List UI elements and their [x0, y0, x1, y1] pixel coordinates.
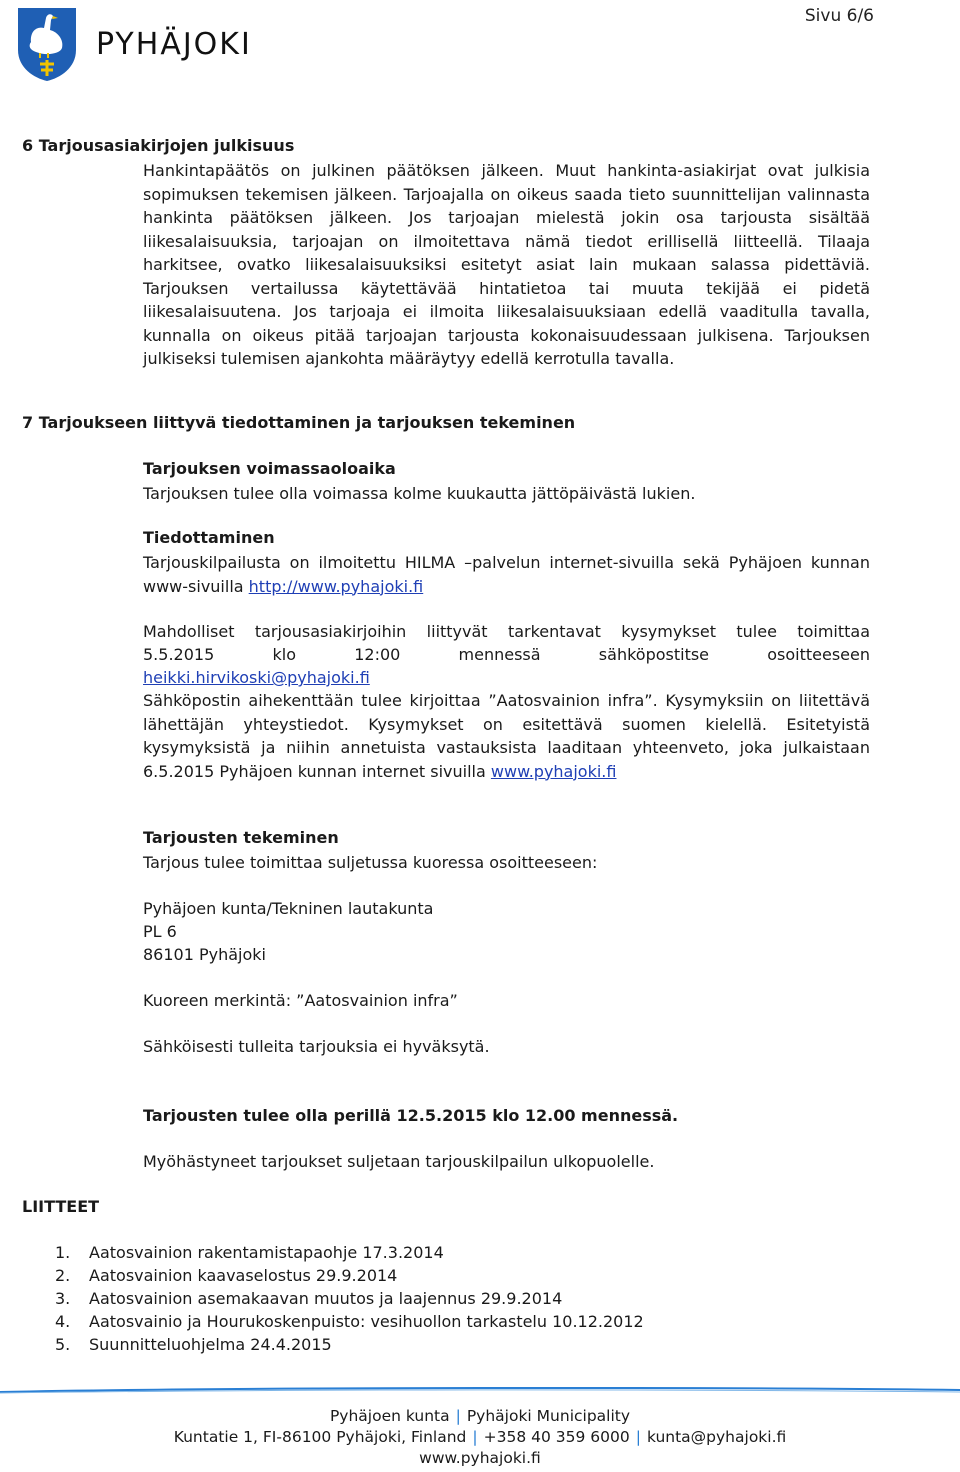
info-paragraph [143, 551, 870, 598]
list-item: 5. Suunnitteluohjelma 24.4.2015 [55, 1335, 332, 1354]
questions-line-1: Mahdolliset tarjousasiakirjoihin liittyvät tarkentavat kysymykset tulee toimittaa [143, 622, 870, 641]
address-line-1: Pyhäjoen kunta/Tekninen lautakunta [143, 899, 434, 918]
page-number: Sivu 6/6 [804, 6, 874, 26]
list-item: 1. Aatosvainion rakentamistapaohje 17.3.2014 [55, 1243, 444, 1262]
list-item: 3. Aatosvainion asemakaavan muutos ja laajennus 29.9.2014 [55, 1289, 563, 1308]
section-6-heading: 6 Tarjousasiakirjojen julkisuus [22, 136, 295, 155]
footer-separator: | [455, 1407, 461, 1425]
section-7-heading: 7 Tarjoukseen liittyvä tiedottaminen ja tarjouksen tekeminen [22, 413, 576, 432]
attachments-heading: LIITTEET [22, 1197, 100, 1216]
address-line-3: 86101 Pyhäjoki [143, 945, 266, 964]
electronic-note: Sähköisesti tulleita tarjouksia ei hyväksytä. [143, 1037, 490, 1056]
validity-text: Tarjouksen tulee olla voimassa kolme kuukautta jättöpäivästä lukien. [143, 484, 696, 503]
site-link[interactable]: www.pyhajoki.fi [490, 761, 617, 781]
info-text: Tarjouskilpailusta on ilmoitettu HILMA –palvelun internet-sivuilla sekä Pyhäjoen kunnan www-sivuilla [143, 553, 870, 596]
questions-line-2: 5.5.2015 klo 12:00 mennessä sähköpostitse osoitteeseen [143, 645, 870, 664]
submission-title: Tarjousten tekeminen [143, 828, 339, 847]
section-6-text: Hankintapäätös on julkinen päätöksen jälkeen. Muut hankinta-asiakirjat ovat julkisia sopimuksen tekemisen jälkeen. Tarjoajalla on oikeus saada tieto suunnittelijan valinnasta hankinta päätöksen jälkeen. Jos tarjoajan mielestä jokin osa tarjousta sisältää liikesalaisuuksia, tarjoajan on ilmoitettava nämä tiedot erillisellä liitteellä. Tilaaja harkitsee, ovatko liikesalaisuuksiksi esitetyt asiat lain mukaan salassa pidettäviä. Tarjouksen vertailussa käytettävää hintatietoa tai muuta tekijää ei pidetä liikesalaisuutena. Jos tarjoaja ei ilmoita liikesalaisuuksiaan edellä vaaditulla tavalla, kunnalla on oikeus pitää tarjoajan tarjousta kokonaisuudessaan julkisena. Tarjouksen julkiseksi tulemisen ajankohta määräytyy edellä kerrotulla tavalla. [143, 161, 870, 368]
envelope-mark: Kuoreen merkintä: ”Aatosvainion infra” [143, 991, 458, 1010]
submission-intro: Tarjous tulee toimittaa suljetussa kuoressa osoitteeseen: [143, 853, 598, 872]
info-title: Tiedottaminen [143, 528, 275, 547]
contact-email-link[interactable]: heikki.hirvikoski@pyhajoki.fi [143, 668, 370, 687]
footer-email[interactable]: kunta@pyhajoki.fi [646, 1428, 787, 1446]
address-line-2: PL 6 [143, 922, 177, 941]
subject-paragraph [143, 689, 870, 783]
deadline: Tarjousten tulee olla perillä 12.5.2015 klo 12.00 mennessä. [143, 1106, 679, 1125]
subject-text: Sähköpostin aihekenttään tulee kirjoittaa ”Aatosvainion infra”. Kysymyksiin on liitettävä lähettäjän yhteystiedot. Kysymykset on esitettävä suomen kielellä. Esitetyistä kysymyksistä ja niihin annetuista vastauksista laaditaan yhteenveto, joka julkaistaan 6.5.2015 Pyhäjoen kunnan internet sivuilla [143, 691, 870, 781]
validity-title: Tarjouksen voimassaoloaika [143, 459, 396, 478]
municipality-website-link[interactable]: http://www.pyhajoki.fi [248, 576, 424, 596]
footer-org-line: Pyhäjoen kunta | Pyhäjoki Municipality [329, 1407, 631, 1425]
list-item: 2. Aatosvainion kaavaselostus 29.9.2014 [55, 1266, 398, 1285]
footer-divider [0, 1386, 960, 1394]
attachments-list [55, 1241, 644, 1356]
list-item: 4. Aatosvainio ja Hourukoskenpuisto: vesihuollon tarkastelu 10.12.2012 [55, 1312, 644, 1331]
footer-website[interactable]: www.pyhajoki.fi [419, 1449, 541, 1467]
contact-email-line [143, 666, 370, 690]
footer-contact-line: Kuntatie 1, FI-86100 Pyhäjoki, Finland | +358 40 359 6000 | kunta@pyhajoki.fi [173, 1428, 787, 1446]
municipality-crest-logo [16, 6, 78, 82]
late-note: Myöhästyneet tarjoukset suljetaan tarjouskilpailun ulkopuolelle. [143, 1152, 655, 1171]
brand-name: PYHÄJOKI [96, 27, 252, 62]
